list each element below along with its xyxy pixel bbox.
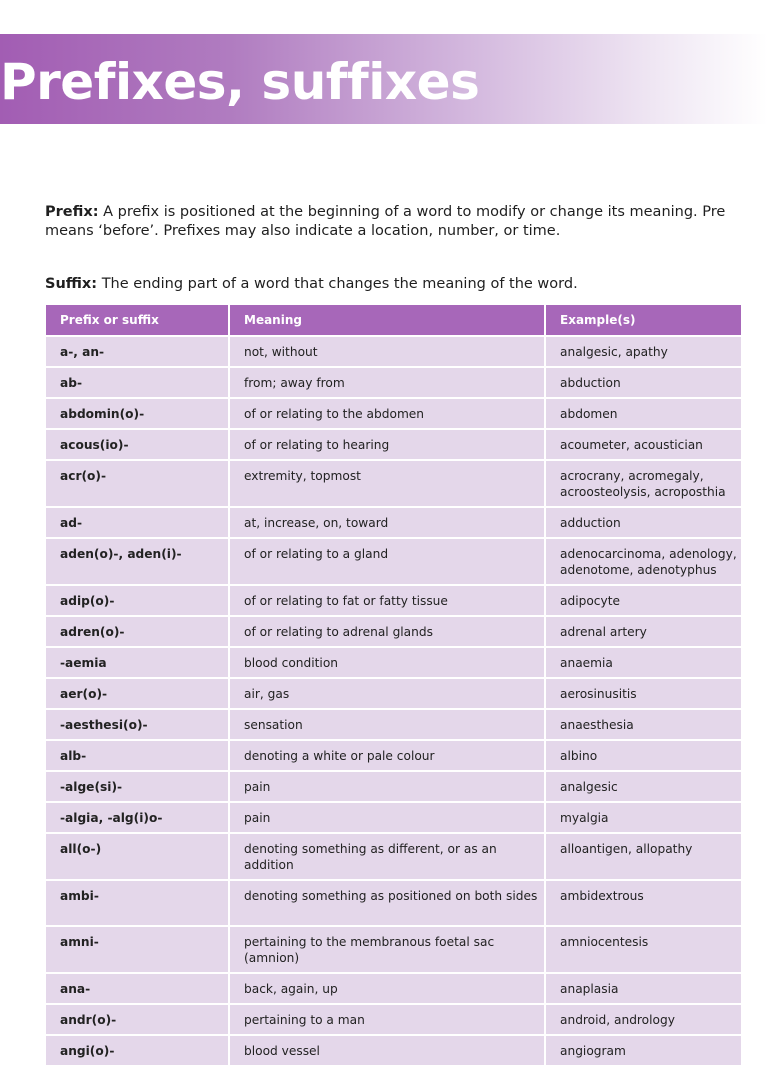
example-cell: anaemia [560,656,613,670]
example-cell: abduction [560,376,621,390]
table-row [46,508,741,539]
meaning-cell: denoting something as positioned on both sides [230,881,546,925]
term-cell: andr(o)- [46,1005,230,1034]
term-cell: -aemia [46,648,230,677]
table-row [46,337,741,368]
table-row [46,539,741,586]
meaning-cell: at, increase, on, toward [230,508,546,537]
term-cell: amni- [46,927,230,972]
example-cell: adipocyte [560,594,620,608]
term-cell: -alge(si)- [46,772,230,801]
meaning-cell: extremity, topmost [230,461,546,506]
term-cell: angi(o)- [46,1036,230,1065]
example-cell: angiogram [560,1044,626,1058]
prefix-definition [45,203,750,241]
table-row [46,741,741,772]
prefix-text: A prefix is positioned at the beginning of a word to modify or change its meaning. Pre means ‘before’. Prefixes may also indicate a location, number, or time. [45,204,726,239]
term-cell: abdomin(o)- [46,399,230,428]
suffix-text: The ending part of a word that changes the meaning of the word. [97,276,578,292]
example-cell: myalgia [560,811,609,825]
example-cell: aerosinusitis [560,687,637,701]
table-row [46,430,741,461]
term-cell: ad- [46,508,230,537]
meaning-cell: pain [230,803,546,832]
example-cell: abdomen [560,407,618,421]
meaning-cell: air, gas [230,679,546,708]
table-header-row [46,305,741,337]
example-cell: alloantigen, allopathy [560,842,693,856]
term-cell: ambi- [46,881,230,925]
example-cell: adrenal artery [560,625,647,639]
meaning-cell: of or relating to fat or fatty tissue [230,586,546,615]
term-cell: ana- [46,974,230,1003]
meaning-cell: blood vessel [230,1036,546,1065]
table-row [46,399,741,430]
meaning-cell: of or relating to a gland [230,539,546,584]
example-cell: anaplasia [560,982,619,996]
example-cell: analgesic, apathy [560,345,668,359]
example-cell: anaesthesia [560,718,634,732]
meaning-cell: of or relating to adrenal glands [230,617,546,646]
term-cell: aden(o)-, aden(i)- [46,539,230,584]
table-row [46,461,741,508]
meaning-cell: denoting a white or pale colour [230,741,546,770]
table-row [46,1036,741,1067]
example-cell: acoumeter, acoustician [560,438,703,452]
table-body [46,337,741,1067]
table-row [46,368,741,399]
page-title: Prefixes, suffixes [0,53,480,111]
table-row [46,710,741,741]
meaning-cell: denoting something as different, or as an addition [230,834,546,879]
suffix-label: Suffix: [45,276,98,292]
term-cell: adren(o)- [46,617,230,646]
suffix-definition [45,275,750,294]
example-cell: amniocentesis [560,935,649,949]
term-cell: adip(o)- [46,586,230,615]
column-header-examples: Example(s) [560,313,636,327]
meaning-cell: pertaining to the membranous foetal sac (amnion) [230,927,546,972]
meaning-cell: from; away from [230,368,546,397]
table-row [46,927,741,974]
table-row [46,881,741,927]
meaning-cell: blood condition [230,648,546,677]
example-cell: albino [560,749,598,763]
meaning-cell: sensation [230,710,546,739]
term-cell: all(o-) [46,834,230,879]
table-row [46,648,741,679]
term-cell: aer(o)- [46,679,230,708]
example-cell: acrocrany, acromegaly, acroosteolysis, acroposthia [560,469,726,499]
column-header-meaning: Meaning [230,305,546,335]
example-cell: adenocarcinoma, adenology, adenotome, adenotyphus [560,547,737,577]
meaning-cell: of or relating to the abdomen [230,399,546,428]
meaning-cell: of or relating to hearing [230,430,546,459]
table-row [46,803,741,834]
term-cell: -aesthesi(o)- [46,710,230,739]
table-row [46,772,741,803]
column-header-prefix: Prefix or suffix [46,305,230,335]
term-cell: acous(io)- [46,430,230,459]
table-row [46,974,741,1005]
table-row [46,679,741,710]
example-cell: android, andrology [560,1013,675,1027]
term-cell: a-, an- [46,337,230,366]
term-cell: acr(o)- [46,461,230,506]
meaning-cell: back, again, up [230,974,546,1003]
term-cell: alb- [46,741,230,770]
example-cell: adduction [560,516,621,530]
table-row [46,834,741,881]
meaning-cell: not, without [230,337,546,366]
prefix-suffix-table [46,305,741,1067]
meaning-cell: pertaining to a man [230,1005,546,1034]
example-cell: analgesic [560,780,618,794]
table-row [46,1005,741,1036]
prefix-label: Prefix: [45,204,99,220]
term-cell: -algia, -alg(i)o- [46,803,230,832]
meaning-cell: pain [230,772,546,801]
example-cell: ambidextrous [560,889,644,903]
table-row [46,586,741,617]
term-cell: ab- [46,368,230,397]
table-row [46,617,741,648]
